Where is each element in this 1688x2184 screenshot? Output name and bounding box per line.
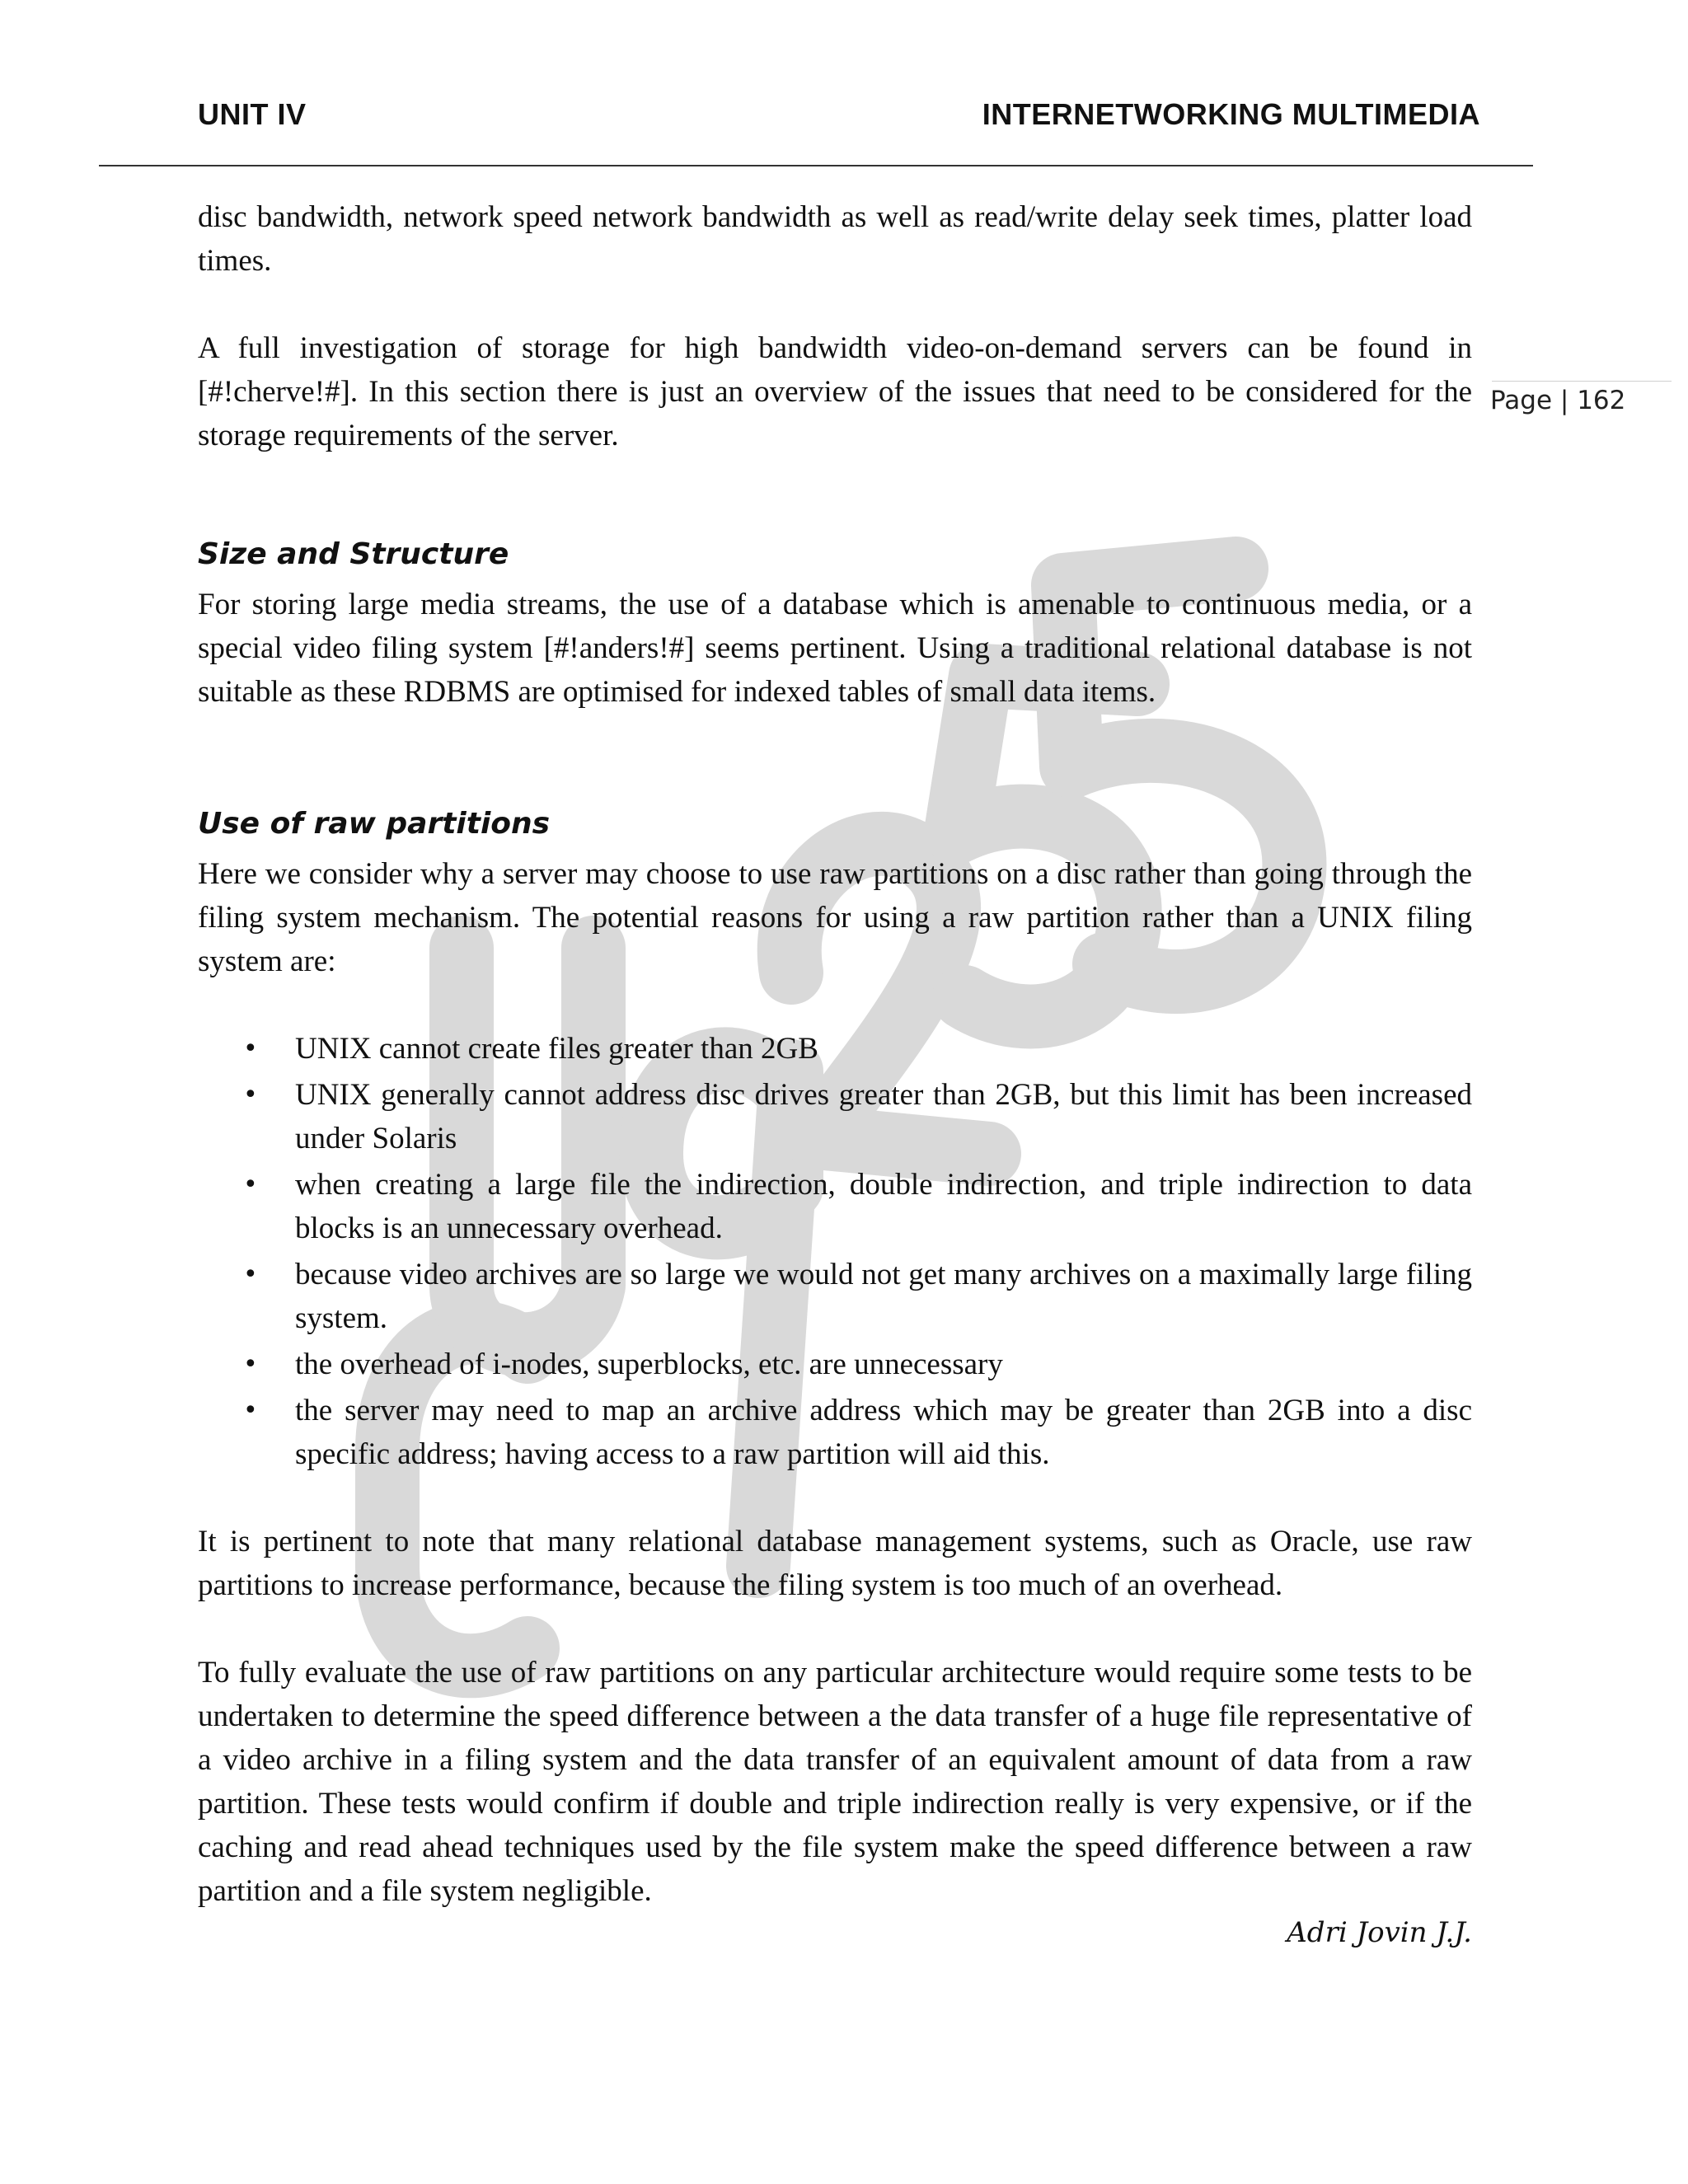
list-item: • UNIX cannot create files greater than 2GB <box>198 1027 1472 1071</box>
list-item: • UNIX generally cannot address disc drives greater than 2GB, but this limit has been increased under Solaris <box>198 1073 1472 1160</box>
header-divider <box>99 165 1533 166</box>
bullet-icon: • <box>243 1080 258 1109</box>
paragraph-intro-1: disc bandwidth, network speed network bandwidth as well as read/write delay seek times, platter load times. <box>198 200 1472 278</box>
list-item: • because video archives are so large we would not get many archives on a maximally large filing system. <box>198 1253 1472 1340</box>
list-item: • the server may need to map an archive address which may be greater than 2GB into a disc specific address; having access to a raw partition will aid this. <box>198 1389 1472 1476</box>
paragraph-intro-2: A full investigation of storage for high bandwidth video-on-demand servers can be found in [#!cherve!#]. In this section there is just an overview of the issues that need to be considered for the storage requirements of the server. <box>198 331 1472 452</box>
bullet-icon: • <box>243 1034 258 1063</box>
paragraph-raw-partitions: Here we consider why a server may choose to use raw partitions on a disc rather than going through the filing system mechanism. The potential reasons for using a raw partition rather than a UNIX filing system are: <box>198 857 1472 978</box>
bullet-icon: • <box>243 1260 258 1289</box>
header-unit: UNIT IV <box>198 97 307 131</box>
list-item: • the overhead of i-nodes, superblocks, etc. are unnecessary <box>198 1343 1472 1386</box>
section-heading-raw-partitions: Use of raw partitions <box>198 807 551 841</box>
paragraph-rdbms: It is pertinent to note that many relational database management systems, such as Oracle, use raw partitions to increase performance, because the filing system is too much of an overhead. <box>198 1525 1472 1602</box>
bullet-icon: • <box>243 1350 258 1379</box>
bullet-icon: • <box>243 1170 258 1199</box>
author-signature: Adri Jovin J.J. <box>1287 1916 1472 1949</box>
header-subject: INTERNETWORKING MULTIMEDIA <box>982 97 1480 131</box>
bullet-icon: • <box>243 1396 258 1425</box>
reasons-list <box>198 1027 1472 1476</box>
paragraph-evaluate: To fully evaluate the use of raw partitions on any particular architecture would require some tests to be undertaken to determine the speed difference between a the data transfer of a huge file representative of a video archive in a filing system and the data transfer of an equivalent amount of data from a raw partition. These tests would confirm if double and triple indirection really is very expensive, or if the caching and read ahead techniques used by the file system make the speed difference between a raw partition and a file system negligible. <box>198 1656 1472 1908</box>
paragraph-size-structure: For storing large media streams, the use of a database which is amenable to continuous media, or a special video filing system [#!anders!#] seems pertinent. Using a traditional relational database is not suitable as these RDBMS are optimised for indexed tables of small data items. <box>198 588 1472 709</box>
page-body <box>198 195 1472 1913</box>
page-number-divider <box>1492 381 1672 382</box>
page-number: Page | 162 <box>1490 386 1626 415</box>
section-heading-size-structure: Size and Structure <box>198 537 509 571</box>
list-item: • when creating a large file the indirection, double indirection, and triple indirection to data blocks is an unnecessary overhead. <box>198 1163 1472 1250</box>
